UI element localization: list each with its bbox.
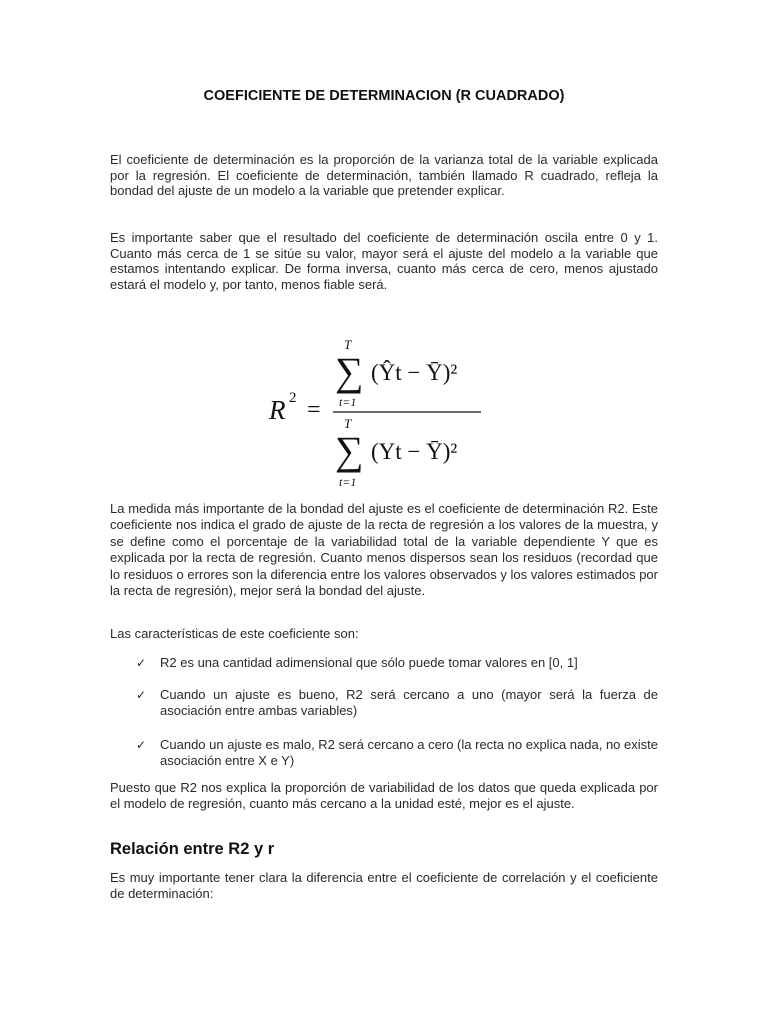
section-heading: Relación entre R2 y r — [110, 840, 275, 858]
list-item-text: Cuando un ajuste es bueno, R2 será cercano a uno (mayor será la fuerza de asociación entre ambas variables) — [160, 687, 658, 719]
paragraph-interpretation: Puesto que R2 nos explica la proporción de variabilidad de los datos que queda explicada por el modelo de regresión, cuanto más cercano a la unidad esté, mejor es el ajuste. — [110, 780, 658, 812]
denominator-sum-upper: T — [344, 416, 352, 431]
denominator-sum-lower: t=1 — [339, 475, 357, 489]
document-title: COEFICIENTE DE DETERMINACION (R CUADRADO) — [203, 88, 565, 104]
paragraph-definition: El coeficiente de determinación es la proporción de la varianza total de la variable explicada por la regresión. El coeficiente de determinación, también llamado R cuadrado, refleja la bondad del ajuste de un modelo a la variable que pretender explicar. — [110, 152, 658, 199]
list-item — [136, 687, 658, 720]
r-squared-formula — [255, 332, 495, 490]
formula-equals: = — [307, 397, 321, 423]
check-mark-icon: ✓ — [136, 688, 147, 702]
numerator-sigma: ∑ — [335, 349, 364, 394]
denominator-sigma: ∑ — [335, 428, 364, 473]
check-mark-icon: ✓ — [136, 656, 147, 670]
list-item-text: R2 es una cantidad adimensional que sólo puede tomar valores en [0, 1] — [160, 655, 578, 670]
list-item-text: Cuando un ajuste es malo, R2 será cercano a cero (la recta no explica nada, no existe asociación entre X e Y) — [160, 737, 658, 769]
list-item — [136, 737, 658, 770]
paragraph-range: Es importante saber que el resultado del coeficiente de determinación oscila entre 0 y 1. Cuanto más cerca de 1 se sitúe su valor, mayor será el ajuste del modelo a la variable que estamos intentando explicar. De forma inversa, cuanto más cerca de cero, menos ajustado estará el modelo y, por tanto, menos fiable será. — [110, 230, 658, 292]
numerator-sum-upper: T — [344, 337, 352, 352]
numerator-expression: (Ŷt − Ȳ)² — [371, 360, 458, 385]
paragraph-goodness-of-fit: La medida más importante de la bondad del ajuste es el coeficiente de determinación R2. Este coeficiente nos indica el grado de ajuste de la recta de regresión a los valores de la muestra, y se define como el porcentaje de la variabilidad total de la variable dependiente Y que es explicada por la recta de regresión. Cuanto menos dispersos sean los residuos (recordad que lo residuos o errores son la diferencia entre los valores observados y los valores estimados por la recta de regresión), mejor será la bondad del ajuste. — [110, 501, 658, 599]
formula-lhs: R — [269, 395, 286, 425]
paragraph-correlation-difference: Es muy importante tener clara la diferencia entre el coeficiente de correlación y el coeficiente de determinación: — [110, 870, 658, 901]
check-mark-icon: ✓ — [136, 738, 147, 752]
list-item — [136, 655, 658, 671]
numerator-sum-lower: t=1 — [339, 395, 357, 409]
paragraph-characteristics-intro: Las características de este coeficiente son: — [110, 626, 359, 641]
denominator-expression: (Yt − Ȳ)² — [371, 439, 458, 464]
formula-lhs-exponent: 2 — [289, 390, 297, 406]
